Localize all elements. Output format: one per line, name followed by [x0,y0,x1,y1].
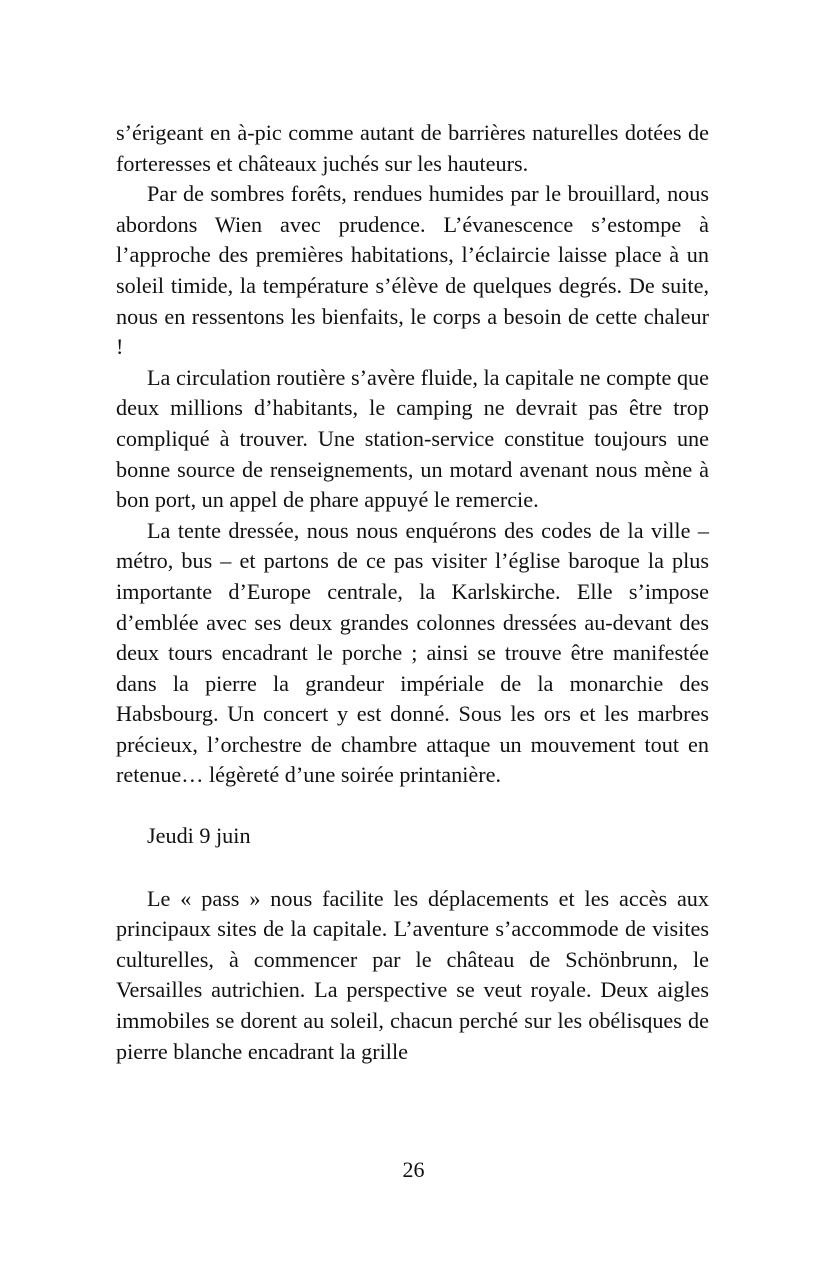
paragraph-4: La tente dressée, nous nous enquérons des codes de la ville – métro, bus – et partons de ce pas visiter l’église baroque la plus importante d’Europe centrale, la Karlskirche. Elle s’impose d’emblée avec ses deux grandes colonnes dressées au-devant des deux tours encadrant le porche ; ainsi se trouve être manifestée dans la pierre la grandeur impériale de la monarchie des Habsbourg. Un concert y est donné. Sous les ors et les marbres précieux, l’orchestre de chambre attaque un mouvement tout en retenue… légèreté d’une soirée printanière. [116,517,709,788]
paragraph-3: La circulation routière s’avère fluide, la capitale ne compte que deux millions d’habitants, le camping ne devrait pas être trop compliqué à trouver. Une station-service constitue toujours une bonne source de renseignements, un motard avenant nous mène à bon port, un appel de phare appuyé le remercie. [116,364,709,513]
page-body [116,118,709,1067]
paragraph-5: Le « pass » nous facilite les déplacements et les accès aux principaux sites de la capitale. L’aventure s’accommode de visites culturelles, à commencer par le château de Schönbrunn, le Versailles autrichien. La perspective se veut royale. Deux aigles immobiles se dorent au soleil, chacun perché sur les obélisques de pierre blanche encadrant la grille [116,885,709,1064]
page-number: 26 [402,1157,425,1182]
paragraph-2: Par de sombres forêts, rendues humides par le brouillard, nous abordons Wien avec prudence. L’évanescence s’estompe à l’approche des premières habitations, l’éclaircie laisse place à un soleil timide, la température s’élève de quelques degrés. De suite, nous en ressentons les bienfaits, le corps a besoin de cette chaleur ! [116,181,709,360]
section-heading: Jeudi 9 juin [147,823,251,849]
paragraph-1: s’érigeant en à-pic comme autant de barrières naturelles dotées de forteresses et châteaux juchés sur les hauteurs. [116,120,709,176]
